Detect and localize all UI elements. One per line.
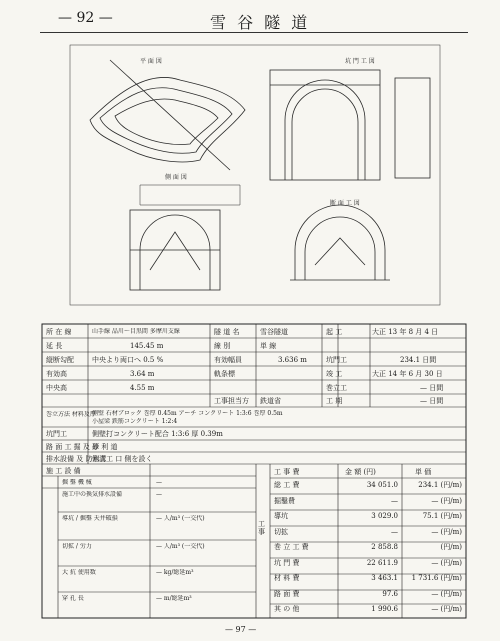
work-label: 工事担当方 bbox=[214, 397, 249, 405]
cost-row-unit: — (円/m) bbox=[431, 605, 462, 613]
cost-row-label: 総 工 費 bbox=[274, 481, 300, 489]
cost-row-amount: 3 029.0 bbox=[371, 512, 398, 520]
name-value: 雪谷隧道 bbox=[260, 328, 288, 336]
start-label: 起 工 bbox=[326, 328, 343, 336]
length-value: 145.45 m bbox=[130, 342, 164, 350]
cost-row-unit: — (円/m) bbox=[431, 527, 462, 536]
cost-row-label: 導坑 bbox=[274, 512, 288, 520]
labor-row-label: 導坑 / 掘鑿 天井破損 bbox=[62, 515, 118, 522]
labor-row-value: — kg/総延m³ bbox=[156, 569, 194, 576]
width-label: 有効幅員 bbox=[214, 356, 242, 364]
complete-date: 大正 14 年 6 月 30 日 bbox=[372, 370, 443, 378]
name-label: 隧 道 名 bbox=[214, 328, 240, 336]
cost-row-amount: 2 858.8 bbox=[371, 543, 398, 551]
cost-row-label: 材 料 費 bbox=[274, 574, 300, 582]
lining-label: 巻立工 bbox=[326, 384, 347, 392]
portal-front-title: 坑 門 工 図 bbox=[345, 58, 375, 65]
cost-row-amount: 1 990.6 bbox=[371, 605, 398, 613]
final-value: — 日間 bbox=[420, 397, 444, 405]
cost-col-1: 金 額 (円) bbox=[345, 468, 376, 476]
equip-label: 工 事 bbox=[258, 520, 265, 536]
labor-row-value: — 人/m³ (一交代) bbox=[156, 515, 205, 522]
labor-row-value: — m/総延m³ bbox=[156, 595, 192, 602]
lining-value: — 日間 bbox=[420, 384, 444, 392]
labor-row-label: 穿 孔 長 bbox=[62, 595, 84, 602]
cost-row-unit: — (円/m) bbox=[431, 589, 462, 598]
section-label: 施 工 設 備 bbox=[46, 467, 81, 475]
labor-row-label: 掘 鑿 機 械 bbox=[62, 479, 92, 486]
length-label: 延 長 bbox=[46, 342, 63, 350]
page-number: — 92 — bbox=[58, 10, 113, 26]
center-label: 中央高 bbox=[46, 384, 67, 392]
cost-row-label: 路 面 費 bbox=[274, 589, 300, 598]
cost-row-amount: 22 611.9 bbox=[366, 558, 398, 567]
cost-row-unit: 75.1 (円/m) bbox=[422, 512, 462, 520]
labor-row-label: 施工中の換気排水設備 bbox=[62, 491, 123, 498]
height-value: 3.64 m bbox=[130, 370, 155, 378]
cost-row-label: 坑 門 費 bbox=[274, 558, 300, 567]
track-value: 単 線 bbox=[260, 342, 277, 350]
cost-row-label: 巻 立 工 費 bbox=[274, 543, 309, 551]
invert-label: 路 面 工 掘 及 厚 bbox=[46, 443, 100, 451]
grade-label: 縦断勾配 bbox=[46, 356, 74, 364]
work-value: 鉄道省 bbox=[260, 397, 281, 405]
cost-row-unit: — (円/m) bbox=[431, 496, 462, 505]
cost-row-unit: — (円/m) bbox=[431, 558, 462, 567]
portal-label: 坑門工 bbox=[326, 356, 347, 364]
side-title: 側 面 図 bbox=[165, 174, 187, 181]
labor-row-label: 切拡 / 労力 bbox=[62, 543, 92, 550]
cost-row-amount: — bbox=[391, 496, 398, 505]
section-title: 断 面 工 図 bbox=[330, 200, 360, 207]
labor-row-value: — bbox=[156, 491, 162, 498]
cost-row-unit: (円/m) bbox=[440, 543, 462, 551]
width-value: 3.636 m bbox=[278, 356, 307, 364]
labor-row-label: 大 抗 使用数 bbox=[62, 569, 96, 576]
cost-row-amount: 97.6 bbox=[382, 589, 398, 598]
invert-value: 砂 利 道 bbox=[92, 443, 118, 451]
rail-label: 軌条標 bbox=[214, 370, 235, 378]
labor-row-value: — 人/m³ (一交代) bbox=[156, 543, 205, 550]
labor-row-value: — bbox=[156, 479, 162, 486]
grade-value: 中央より両口へ 0.5 % bbox=[92, 356, 164, 364]
drain-value: 側溝工 口 側を設く bbox=[92, 455, 153, 463]
plan-title: 平 面 図 bbox=[140, 58, 162, 65]
loc-label: 所 在 線 bbox=[46, 328, 72, 336]
method-value-1: 側壁 石材ブロック 巻厚 0.45m アーチ コンクリート 1:3:6 巻厚 0.5m bbox=[92, 410, 283, 417]
cost-row-unit: 1 731.6 (円/m) bbox=[411, 574, 462, 582]
start-date: 大正 13 年 8 月 4 日 bbox=[372, 328, 439, 336]
cost-row-amount: 3 463.1 bbox=[371, 574, 398, 582]
cost-row-amount: — bbox=[391, 527, 398, 536]
cost-row-unit: 234.1 (円/m) bbox=[418, 481, 462, 489]
footer-page: — 97 — bbox=[225, 625, 257, 634]
method-label: 巻立方法 材料及厚 bbox=[46, 411, 96, 418]
height-label: 有効高 bbox=[46, 370, 67, 378]
cost-row-label: 切拡 bbox=[274, 527, 288, 536]
drain-label: 排水設備 及 防水工 bbox=[46, 455, 107, 463]
method-value-2: 小屋梁 鉄筋コンクリート 1:2:4 bbox=[92, 418, 178, 425]
cost-row-amount: 34 051.0 bbox=[366, 481, 398, 489]
complete-label: 竣 工 bbox=[326, 370, 343, 378]
costs-head: 工 事 費 bbox=[274, 468, 300, 476]
cost-row-label: 其 の 他 bbox=[274, 605, 300, 613]
con-label: 工 期 bbox=[326, 397, 343, 405]
center-value: 4.55 m bbox=[130, 384, 155, 392]
portal-value: 234.1 日間 bbox=[400, 356, 437, 364]
track-label: 線 別 bbox=[214, 342, 231, 350]
page-title: 雪 谷 隧 道 bbox=[210, 13, 311, 32]
portal-label-2: 坑門工 bbox=[46, 430, 67, 438]
loc-value: 山手線 品川〜目黒間 多摩川支線 bbox=[92, 328, 180, 335]
cost-row-label: 掘鑿費 bbox=[274, 496, 295, 505]
portal-value-2: 側壁打コンクリート配合 1:3:6 厚 0.39m bbox=[92, 430, 223, 438]
cost-col-2: 単 価 bbox=[415, 468, 432, 476]
